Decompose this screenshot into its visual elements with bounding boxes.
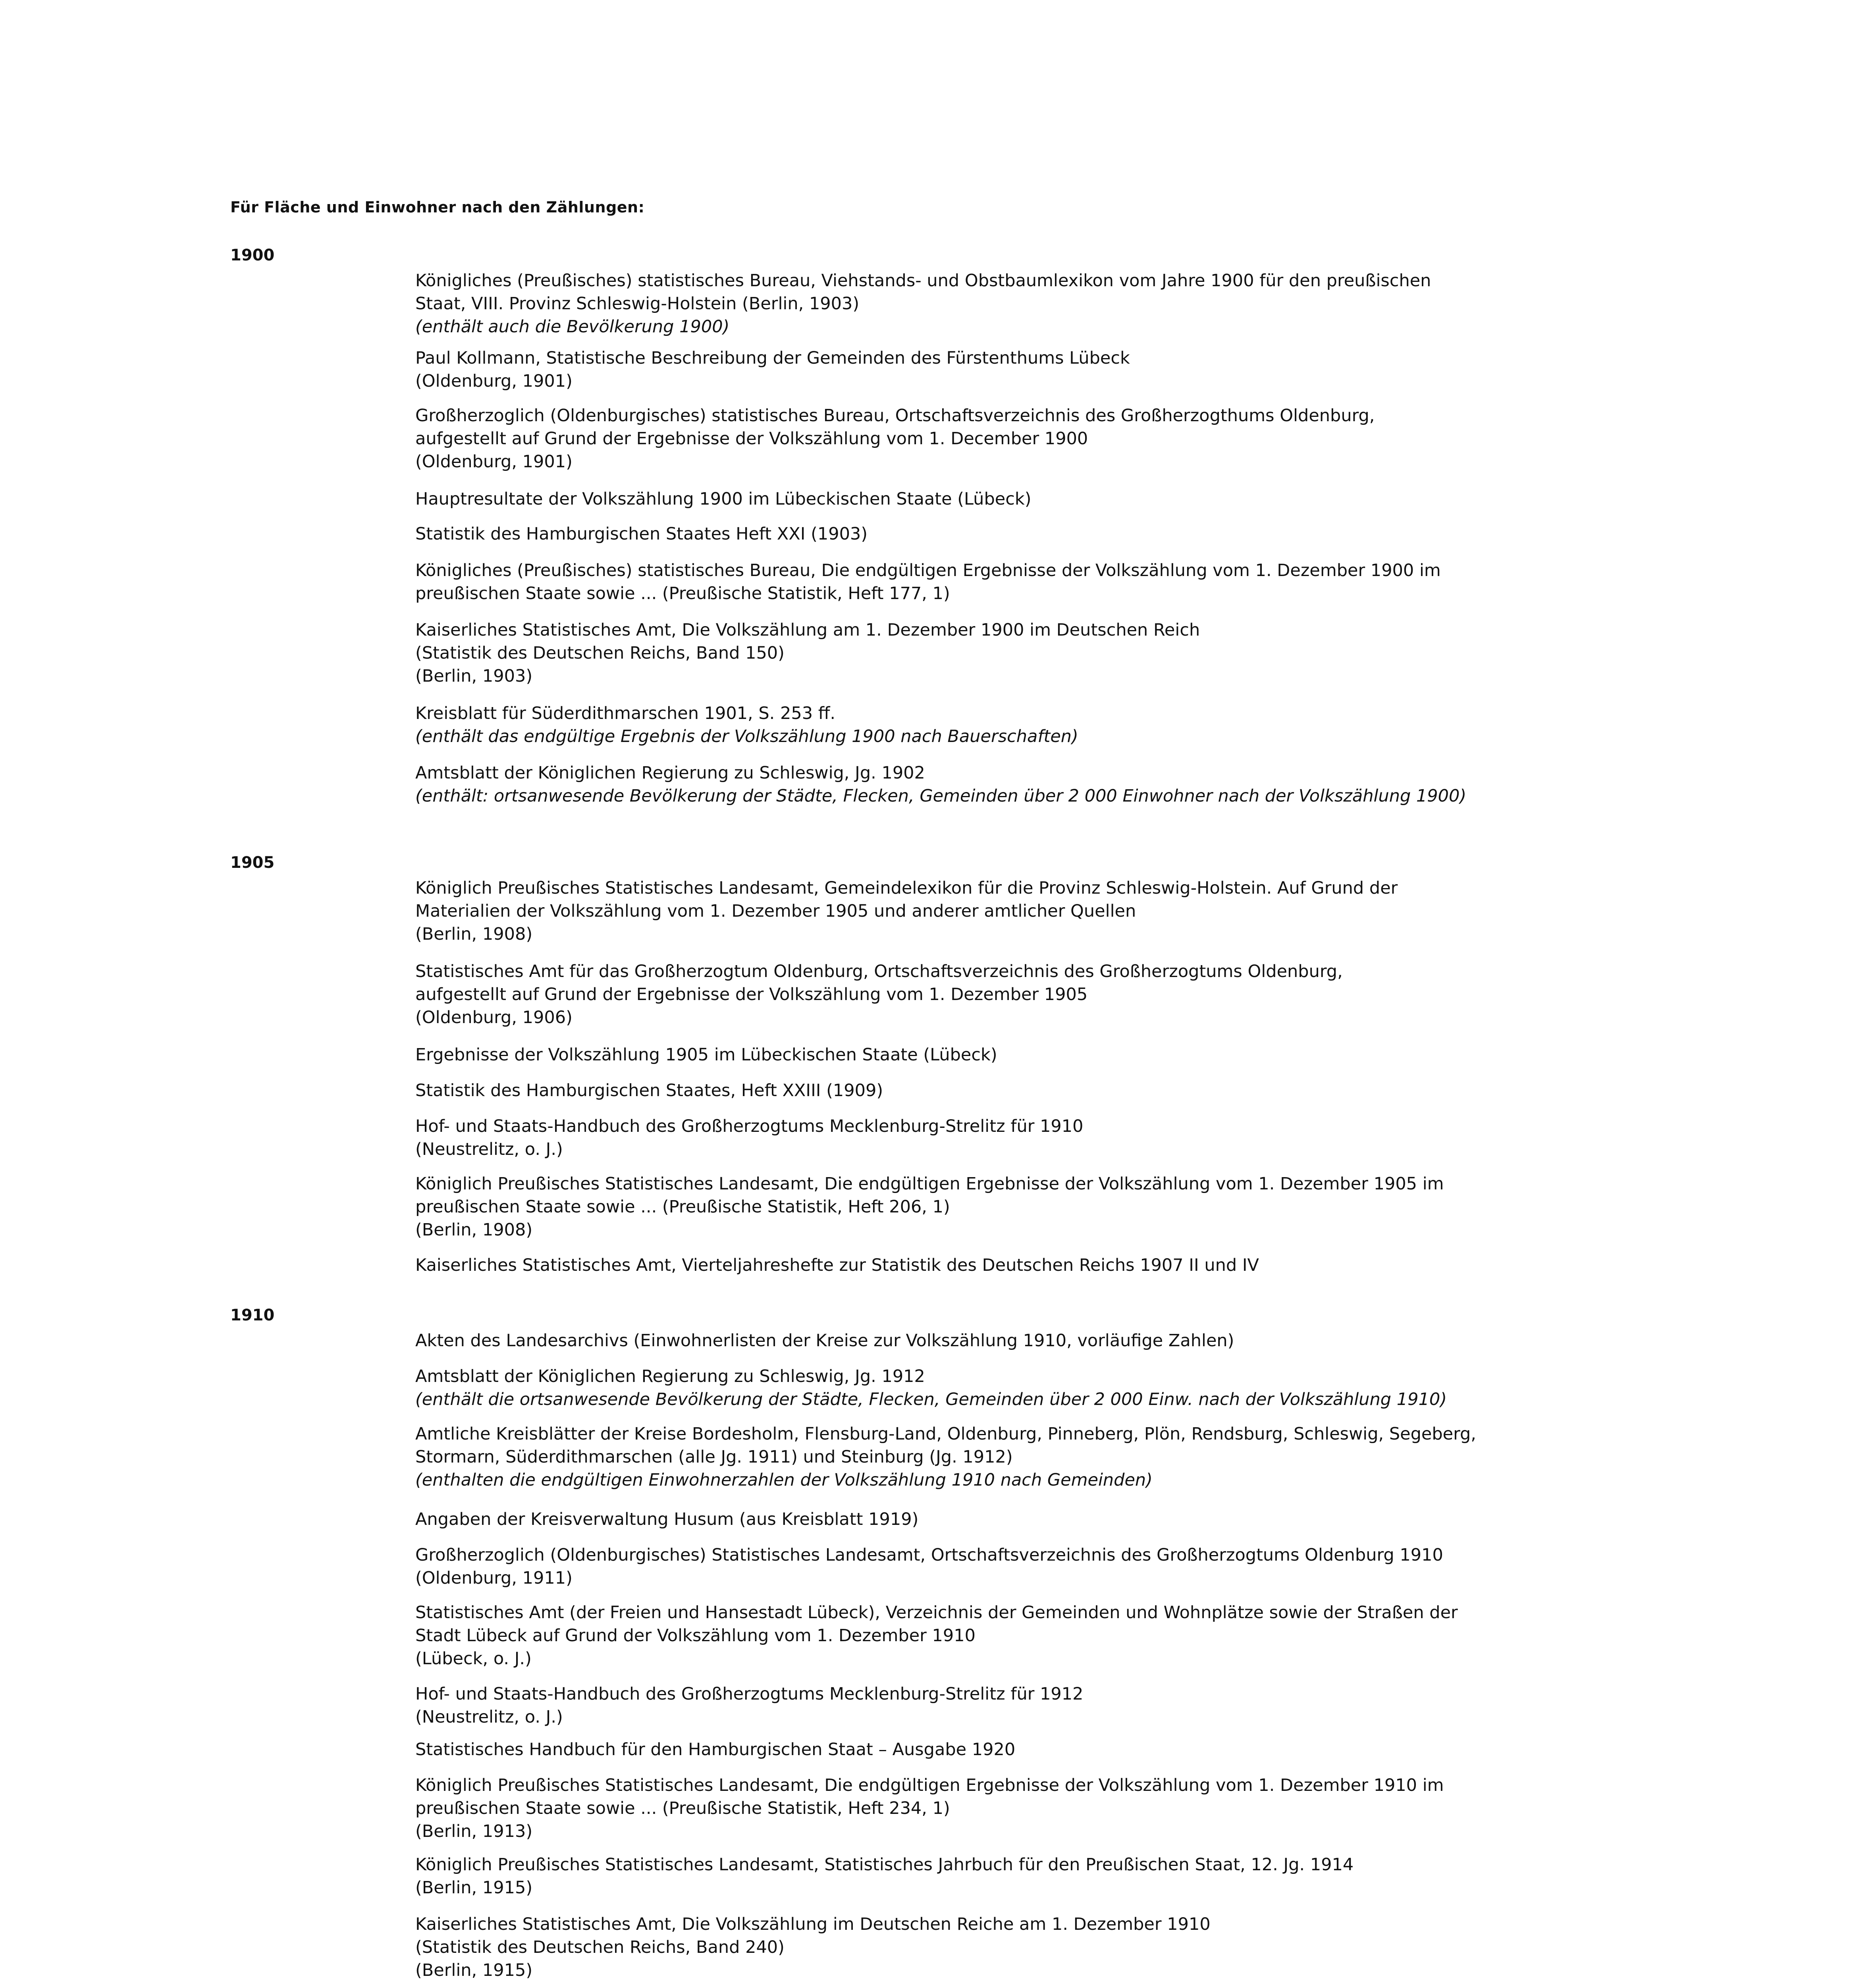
year-label-1905: 1905 xyxy=(230,854,275,872)
list-item xyxy=(415,1890,1646,1982)
year-label-1910: 1910 xyxy=(230,1306,275,1324)
entry-text: Königlich Preußisches Statistisches Landesamt, Die endgültigen Ergebnisse der Volkszählung vom 1. Dezember 1905 im preußischen Staate sowie ... (Preußische Statistik, Heft 206, 1) (Berlin, 1908) xyxy=(415,1174,1444,1240)
list-item xyxy=(415,1971,1646,1985)
entry-note: (enthält: ortsanwesende Bevölkerung der Städte, Flecken, Gemeinden über 2 000 Einwohner nach der Volkszählung 1900) xyxy=(415,786,1467,806)
entry-text: Hof- und Staats-Handbuch des Großherzogtums Mecklenburg-Strelitz für 1912 (Neustrelitz, o. J.) xyxy=(415,1684,1084,1727)
entry-note: (enthält die ortsanwesende Bevölkerung der Städte, Flecken, Gemeinden über 2 000 Einw. nach der Volkszählung 1910) xyxy=(415,1390,1447,1409)
entry-text: Großherzoglich (Oldenburgisches) statistisches Bureau, Ortschaftsverzeichnis des Großherzogthums Oldenburg, aufgestellt auf Grund der Ergebnisse der Volkszählung vom 1. December 1900 (Oldenburg, 1901) xyxy=(415,406,1375,472)
entry-text: Statistik des Hamburgischen Staates Heft XXI (1903) xyxy=(415,524,868,544)
entry-text: Amtliche Kreisblätter der Kreise Bordesholm, Flensburg-Land, Oldenburg, Pinneberg, Plön, Rendsburg, Schleswig, Segeberg, Stormarn, Süderdithmarschen (alle Jg. 1911) und Steinburg (Jg. 1912) xyxy=(415,1424,1476,1467)
entry-text: Statistisches Amt (der Freien und Hansestadt Lübeck), Verzeichnis der Gemeinden und Wohnplätze sowie der Straßen der Stadt Lübeck auf Grund der Volkszählung vom 1. Dezember 1910 (Lübeck, o. J.) xyxy=(415,1603,1458,1669)
entry-note: (enthält auch die Bevölkerung 1900) xyxy=(415,317,730,337)
entry-text: Königliches (Preußisches) statistisches Bureau, Viehstands- und Obstbaumlexikon vom Jahre 1900 für den preußischen Staat, VIII. Provinz Schleswig-Holstein (Berlin, 1903) xyxy=(415,271,1431,314)
entry-text: Statistisches Amt für das Großherzogtum Oldenburg, Ortschaftsverzeichnis des Großherzogtums Oldenburg, aufgestellt auf Grund der Ergebnisse der Volkszählung vom 1. Dezember 1905 (Oldenburg, 1906) xyxy=(415,962,1343,1027)
entry-text: Statistisches Handbuch für den Hamburgischen Staat – Ausgabe 1920 xyxy=(415,1740,1016,1760)
entry-text: Königlich Preußisches Statistisches Landesamt, Gemeindelexikon für die Provinz Schleswig-Holstein. Auf Grund der Materialien der Volkszählung vom 1. Dezember 1905 und anderer amtlicher Quellen (Berlin, 1908) xyxy=(415,878,1398,944)
list-item xyxy=(415,937,1646,1029)
list-item xyxy=(415,1578,1646,1670)
list-item xyxy=(415,1751,1646,1843)
list-item xyxy=(415,854,1646,946)
list-item xyxy=(415,1149,1646,1241)
list-item xyxy=(415,596,1646,688)
entry-text: Akten des Landesarchivs (Einwohnerlisten der Kreise zur Volkszählung 1910, vorläufige Zahlen) xyxy=(415,1331,1234,1351)
entry-text: Statistik des Hamburgischen Staates, Heft XXIII (1909) xyxy=(415,1081,883,1100)
list-item xyxy=(415,1231,1646,1277)
entry-text: Angaben der Kreisverwaltung Husum (aus Kreisblatt 1919) xyxy=(415,1509,919,1529)
entry-text: Königlich Preußisches Statistisches Landesamt, Statistisches Jahrbuch für den Preußischen Staat, 12. Jg. 1914 (Berlin, 1915) xyxy=(415,1855,1354,1898)
entry-text: Kaiserliches Statistisches Amt, Die Volkszählung am 1. Dezember 1900 im Deutschen Reich (Statistik des Deutschen Reichs, Band 150) (Berlin, 1903) xyxy=(415,620,1200,686)
entry-text: Königlich Preußisches Statistisches Landesamt, Die endgültigen Ergebnisse der Volkszählung vom 1. Dezember 1910 im preußischen Staate sowie ... (Preußische Statistik, Heft 234, 1) (Berlin, 1913) xyxy=(415,1775,1444,1841)
entry-text: Amtsblatt der Königlichen Regierung zu Schleswig, Jg. 1912 xyxy=(415,1366,925,1386)
list-item xyxy=(415,1830,1646,1899)
year-label-1900: 1900 xyxy=(230,246,275,264)
entry-text: Hauptresultate der Volkszählung 1900 im Lübeckischen Staate (Lübeck) xyxy=(415,489,1032,509)
entry-note: (enthält das endgültige Ergebnis der Volkszählung 1900 nach Bauerschaften) xyxy=(415,727,1078,746)
entry-text: Amtsblatt der Königlichen Regierung zu Schleswig, Jg. 1902 xyxy=(415,763,925,783)
list-item xyxy=(415,536,1646,605)
list-item xyxy=(415,381,1646,473)
entry-note: (enthalten die endgültigen Einwohnerzahlen der Volkszählung 1910 nach Gemeinden) xyxy=(415,1470,1153,1490)
entry-text: Hof- und Staats-Handbuch des Großherzogtums Mecklenburg-Strelitz für 1910 (Neustrelitz, o. J.) xyxy=(415,1116,1084,1159)
entry-text: Paul Kollmann, Statistische Beschreibung der Gemeinden des Fürstenthums Lübeck (Oldenburg, 1901) xyxy=(415,348,1130,391)
entry-text: Kreisblatt für Süderdithmarschen 1901, S. 253 ff. xyxy=(415,703,836,723)
page-heading: Für Fläche und Einwohner nach den Zählungen: xyxy=(230,198,645,216)
entry-text: Ergebnisse der Volkszählung 1905 im Lübeckischen Staate (Lübeck) xyxy=(415,1045,997,1065)
entry-text: Kaiserliches Statistisches Amt, Die Volkszählung im Deutschen Reiche am 1. Dezember 1910 (Statistik des Deutschen Reichs, Band 240) (Berlin, 1915) xyxy=(415,1914,1211,1980)
entry-text: Königliches (Preußisches) statistisches Bureau, Die endgültigen Ergebnisse der Volkszählung vom 1. Dezember 1900 im preußischen Staate sowie ... (Preußische Statistik, Heft 177, 1) xyxy=(415,561,1441,603)
entry-text: Kaiserliches Statistisches Amt, Vierteljahreshefte zur Statistik des Deutschen Reichs 1907 II und IV xyxy=(415,1255,1259,1275)
list-item xyxy=(415,738,1646,831)
entry-text: Großherzoglich (Oldenburgisches) Statistisches Landesamt, Ortschaftsverzeichnis des Großherzogtums Oldenburg 1910 (Oldenburg, 1911) xyxy=(415,1545,1443,1588)
